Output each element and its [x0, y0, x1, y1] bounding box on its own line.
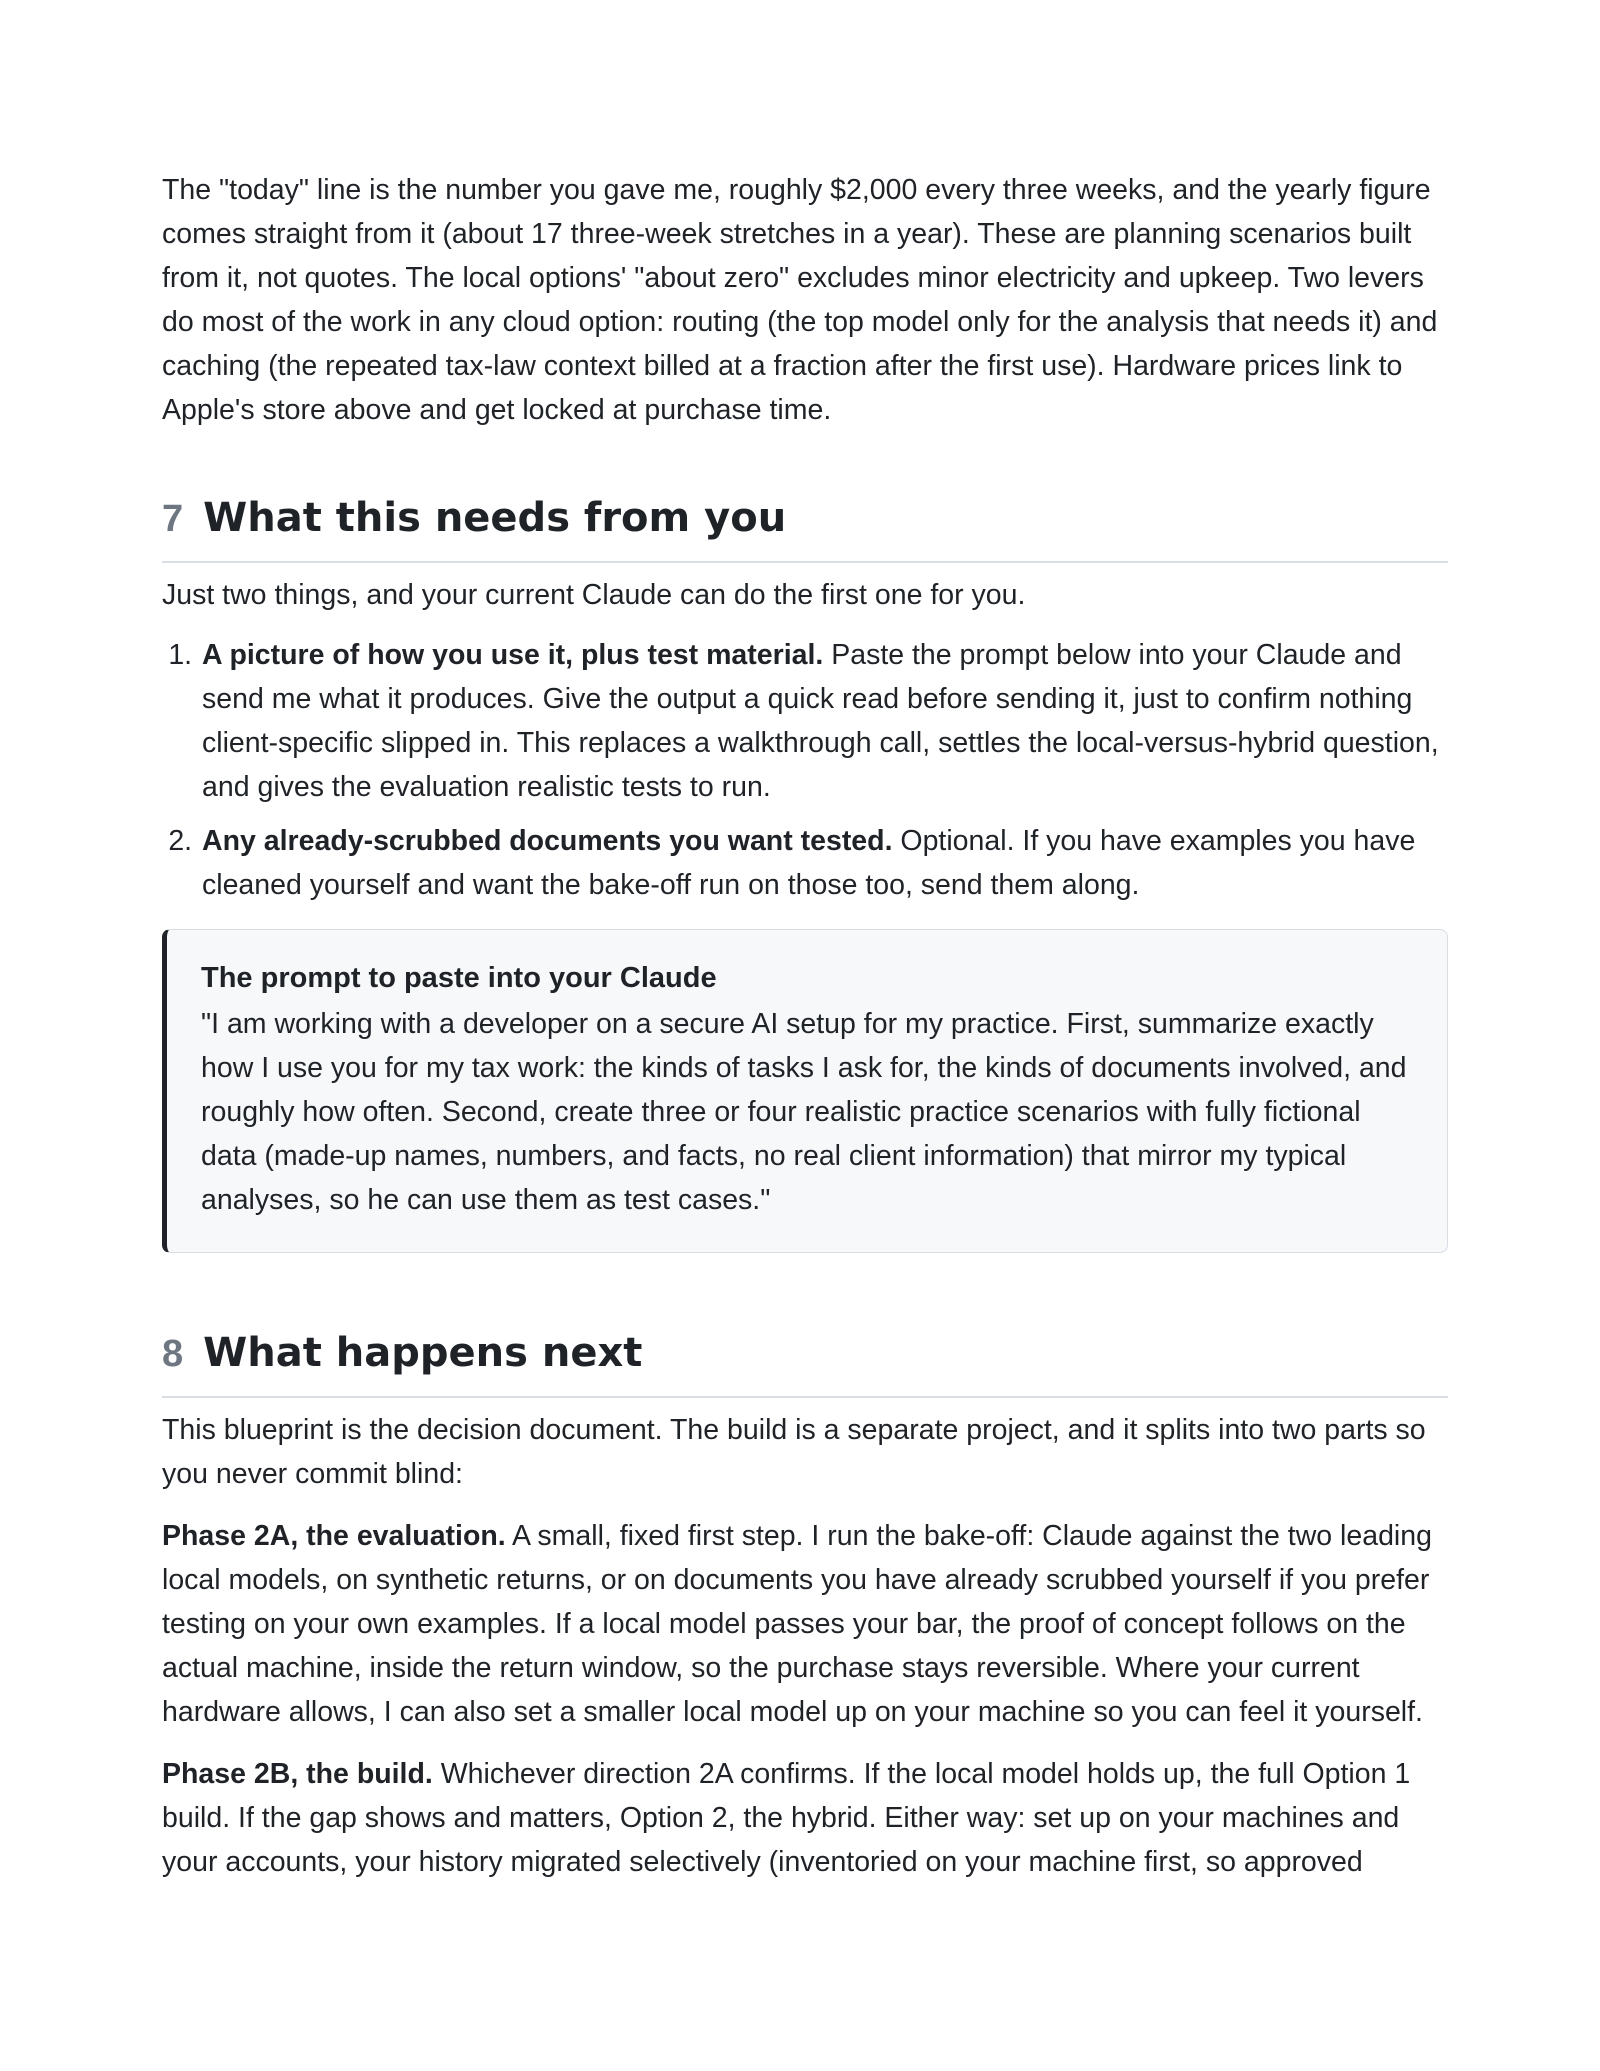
phase-2b-paragraph	[162, 1752, 1448, 1884]
phase-2a-text: A small, fixed first step. I run the bake-off: Claude against the two leading local models, on synthetic returns, or on documents you have already scrubbed yourself if you prefer testing on your own examples. If a local model passes your bar, the proof of concept follows on the actual machine, inside the return window, so the purchase stays reversible. Where your current hardware allows, I can also set a smaller local model up on your machine so you can feel it yourself.	[162, 1520, 1432, 1728]
phase-2a-paragraph	[162, 1514, 1448, 1734]
list-item-text: Paste the prompt below into your Claude and send me what it produces. Give the output a quick read before sending it, just to confirm nothing client-specific slipped in. This replaces a walkthrough call, settles the local-versus-hybrid question, and gives the evaluation realistic tests to run.	[202, 639, 1439, 803]
document-page	[162, 168, 1448, 1902]
section-number: 8	[162, 1333, 184, 1375]
section-number: 7	[162, 498, 184, 540]
callout-text: "I am working with a developer on a secure AI setup for my practice. First, summarize exactly how I use you for my tax work: the kinds of tasks I ask for, the kinds of documents involved, and roughly how often. Second, create three or four realistic practice scenarios with fully fictional data (made-up names, numbers, and facts, no real client information) that mirror my typical analyses, so he can use them as test cases."	[201, 1008, 1407, 1216]
section-title: What this needs from you	[203, 495, 787, 541]
section-7	[162, 488, 1448, 1253]
prompt-callout	[162, 929, 1448, 1253]
phase-2a-title: Phase 2A, the evaluation.	[162, 1520, 506, 1552]
intro-paragraph: The "today" line is the number you gave me, roughly $2,000 every three weeks, and the yearly figure comes straight from it (about 17 three-week stretches in a year). These are planning scenarios built from it, not quotes. The local options' "about zero" excludes minor electricity and upkeep. Two levers do most of the work in any cloud option: routing (the top model only for the analysis that needs it) and caching (the repeated tax-law context billed at a fraction after the first use). Hardware prices link to Apple's store above and get locked at purchase time.	[162, 174, 1438, 426]
list-item	[200, 633, 1448, 809]
phase-2b-text: Whichever direction 2A confirms. If the local model holds up, the full Option 1 build. If the gap shows and matters, Option 2, the hybrid. Either way: set up on your machines and your accounts, your history migrated selectively (inventoried on your machine first, so approved	[162, 1758, 1411, 1878]
list-item	[200, 819, 1448, 907]
section-8-heading	[162, 1323, 1448, 1398]
list-item-title: A picture of how you use it, plus test material.	[202, 639, 824, 671]
section-8-lead: This blueprint is the decision document. The build is a separate project, and it splits into two parts so you never commit blind:	[162, 1414, 1426, 1490]
needs-list	[162, 633, 1448, 907]
list-item-text: Optional. If you have examples you have cleaned yourself and want the bake-off run on those too, send them along.	[202, 825, 1416, 901]
section-8	[162, 1323, 1448, 1884]
list-item-title: Any already-scrubbed documents you want tested.	[202, 825, 893, 857]
section-7-lead: Just two things, and your current Claude can do the first one for you.	[162, 579, 1026, 611]
phase-2b-title: Phase 2B, the build.	[162, 1758, 433, 1790]
section-title: What happens next	[203, 1330, 643, 1376]
callout-title: The prompt to paste into your Claude	[201, 962, 717, 994]
section-7-heading	[162, 488, 1448, 563]
